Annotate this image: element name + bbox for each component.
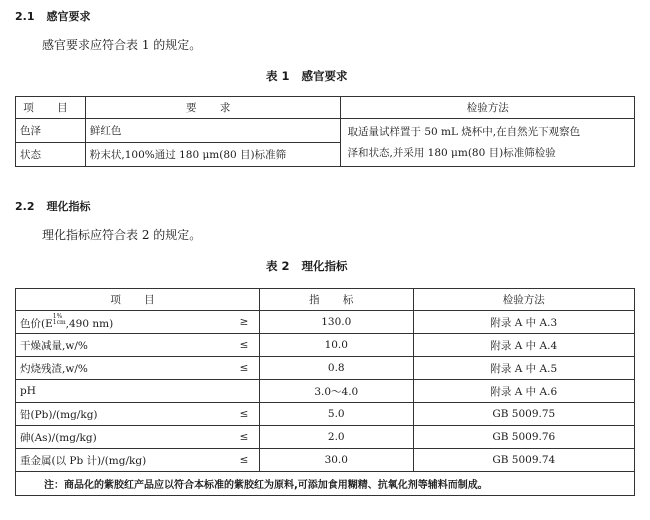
table-2-method-cell: 附录 A 中 A.6: [413, 380, 634, 403]
table-2-relation-cell: ≤: [229, 426, 259, 449]
table-2: [15, 288, 635, 496]
section-title: 感官要求: [46, 10, 91, 23]
table-2-value-cell: 3.0～4.0: [259, 380, 413, 403]
table-2-note: 注：商品化的紫胶红产品应以符合本标准的紫胶红为原料,可添加食用糊精、抗氧化剂等辅料而制成。: [16, 472, 635, 496]
table-2-value-cell: 30.0: [259, 449, 413, 472]
table-1-caption: [266, 68, 348, 84]
table-2-relation-cell: [229, 380, 259, 403]
table-1-requirement-cell: 粉末状,100%通过 180 μm(80 目)标准筛: [85, 143, 341, 167]
section-2-2-heading: [15, 198, 91, 214]
table-2-item-cell: pH: [16, 380, 230, 403]
section-2-2-paragraph: 理化指标应符合表 2 的规定。: [42, 228, 202, 242]
section-title: 理化指标: [46, 200, 91, 213]
table-2-item-cell: 灼烧残渣,w/%: [16, 357, 230, 380]
table-1-header-requirement: 要 求: [85, 97, 341, 119]
table-row: [16, 357, 635, 380]
table-2-method-cell: 附录 A 中 A.3: [413, 311, 634, 334]
table-row: [16, 380, 635, 403]
table-2-relation-cell: ≥: [229, 311, 259, 334]
table-1-item-cell: 状态: [16, 143, 86, 167]
superscript-subscript: 1% 1cm: [52, 312, 66, 326]
table-2-caption: [266, 258, 348, 274]
table-2-value-cell: 10.0: [259, 334, 413, 357]
table-row: [16, 449, 635, 472]
table-row: [16, 403, 635, 426]
table-1-requirement-cell: 鲜红色: [85, 119, 341, 143]
table-2-header-item: 项 目: [16, 289, 260, 311]
table-2-relation-cell: ≤: [229, 403, 259, 426]
table-2-relation-cell: ≤: [229, 449, 259, 472]
table-1-method-line-1: 取适量试样置于 50 mL 烧杯中,在自然光下观察色: [347, 125, 581, 138]
table-2-header-value: 指 标: [259, 289, 413, 311]
table-1-header-method: 检验方法: [341, 97, 635, 119]
table-2-item-cell: 干燥减量,w/%: [16, 334, 230, 357]
table-2-item-cell: 铅(Pb)/(mg/kg): [16, 403, 230, 426]
table-2-value-cell: 2.0: [259, 426, 413, 449]
table-2-item-cell: 砷(As)/(mg/kg): [16, 426, 230, 449]
table-1-method-cell: [341, 119, 635, 167]
table-row: [16, 334, 635, 357]
table-2-method-cell: GB 5009.74: [413, 449, 634, 472]
table-2-relation-cell: ≤: [229, 357, 259, 380]
table-2-value-cell: 130.0: [259, 311, 413, 334]
table-number: 表 2: [266, 259, 290, 273]
section-number: 2.2: [15, 200, 35, 213]
table-2-relation-cell: ≤: [229, 334, 259, 357]
table-2-value-cell: 0.8: [259, 357, 413, 380]
table-2-item-cell: 重金属(以 Pb 计)/(mg/kg): [16, 449, 230, 472]
table-1-header-item: 项 目: [16, 97, 86, 119]
table-1: [15, 96, 635, 167]
table-row: [16, 426, 635, 449]
table-2-method-cell: GB 5009.76: [413, 426, 634, 449]
table-2-item-cell: 色价(E 1% 1cm ,490 nm): [16, 311, 230, 334]
table-1-item-cell: 色泽: [16, 119, 86, 143]
section-2-1-paragraph: 感官要求应符合表 1 的规定。: [42, 38, 202, 52]
section-2-1-heading: [15, 8, 91, 24]
table-2-value-cell: 5.0: [259, 403, 413, 426]
table-2-header-method: 检验方法: [413, 289, 634, 311]
table-2-method-cell: GB 5009.75: [413, 403, 634, 426]
table-number: 表 1: [266, 69, 290, 83]
section-number: 2.1: [15, 10, 35, 23]
table-2-method-cell: 附录 A 中 A.5: [413, 357, 634, 380]
table-row: [16, 311, 635, 334]
table-2-method-cell: 附录 A 中 A.4: [413, 334, 634, 357]
table-title: 理化指标: [301, 259, 348, 273]
table-title: 感官要求: [301, 69, 348, 83]
table-1-method-line-2: 泽和状态,并采用 180 μm(80 目)标准筛检验: [347, 146, 556, 159]
